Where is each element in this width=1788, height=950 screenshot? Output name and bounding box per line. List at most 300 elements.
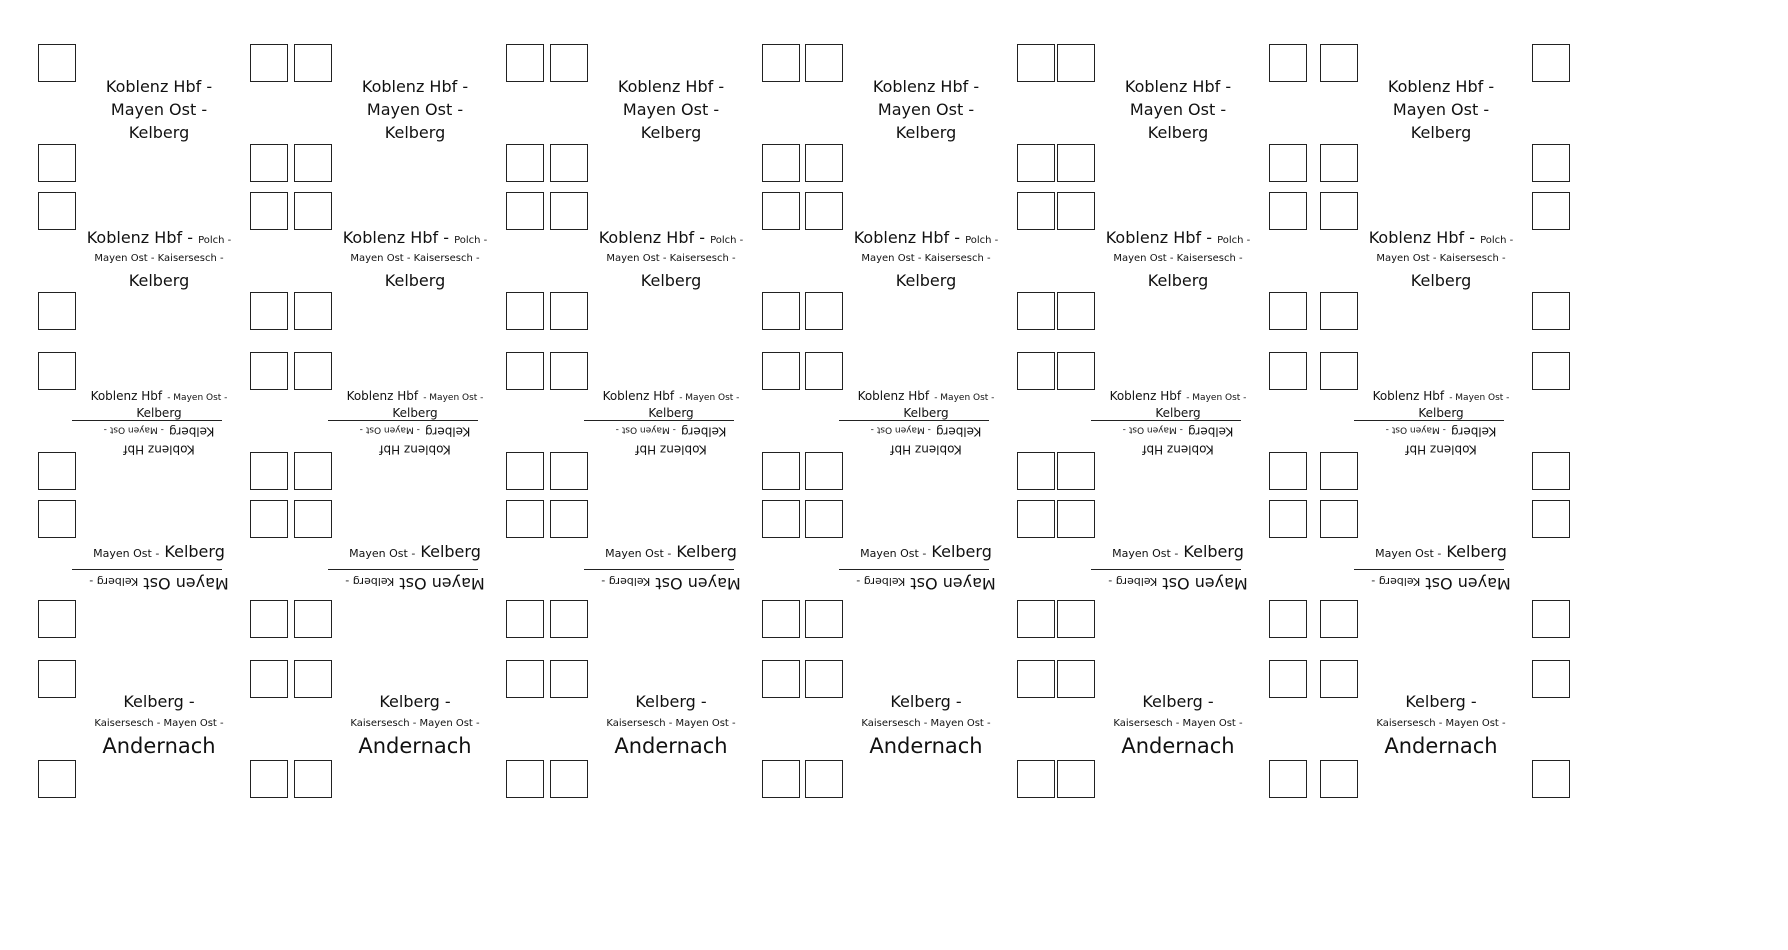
sign-label <box>64 692 254 759</box>
sign-line-big: Kelberg <box>931 542 992 561</box>
corner-box <box>1017 44 1055 82</box>
sign-line-small: - Mayen Ost - <box>1449 393 1510 403</box>
sign-line <box>1350 385 1532 404</box>
corner-box <box>1320 192 1358 230</box>
corner-box <box>294 600 332 638</box>
corner-box <box>550 44 588 82</box>
sign-label <box>74 77 244 143</box>
sign-label <box>835 385 1017 421</box>
corner-box <box>762 352 800 390</box>
sign-line-big: Mayen Ost <box>1425 574 1511 594</box>
sign-line: Mayen Ost - <box>366 100 464 120</box>
corner-box <box>805 760 843 798</box>
corner-box <box>1269 600 1307 638</box>
corner-box <box>506 452 544 490</box>
corner-box <box>250 660 288 698</box>
sign-line: Kaisersesch - Mayen Ost - <box>350 718 480 730</box>
sign-line-small: Polch - <box>454 235 488 246</box>
sign-line-small: Kelberg - <box>345 575 395 589</box>
sign-label-flipped <box>324 574 506 593</box>
sign-label <box>324 385 506 421</box>
sign-line: Koblenz Hbf - <box>872 77 980 96</box>
sign-label <box>1083 228 1273 290</box>
sign-line <box>324 574 506 593</box>
sign-line <box>68 423 250 442</box>
corner-box <box>250 144 288 182</box>
corner-box <box>1057 600 1095 638</box>
corner-box <box>1017 192 1055 230</box>
sign-line: Kelberg <box>640 123 702 143</box>
corner-box <box>506 600 544 638</box>
sign-cell <box>294 352 524 488</box>
corner-box <box>762 760 800 798</box>
sign-line-big: Koblenz Hbf - <box>853 228 960 247</box>
corner-box <box>38 500 76 538</box>
sign-line: Kaisersesch - Mayen Ost - <box>861 718 991 730</box>
sign-label <box>320 692 510 759</box>
sign-cell <box>1057 660 1287 796</box>
sign-line-big: Koblenz Hbf <box>90 389 163 403</box>
sign-line <box>580 423 762 442</box>
sign-line-big: Kelberg <box>164 542 225 561</box>
sign-line <box>324 542 506 561</box>
sign-line-small: Mayen Ost - <box>605 547 672 560</box>
sign-line <box>1087 423 1269 442</box>
corner-box <box>550 500 588 538</box>
sign-line-big: Kelberg <box>425 424 471 439</box>
corner-box <box>250 44 288 82</box>
corner-box <box>250 192 288 230</box>
sign-cell <box>550 500 780 636</box>
sign-label <box>64 228 254 290</box>
sign-label <box>320 228 510 290</box>
corner-box <box>1057 500 1095 538</box>
corner-box <box>294 144 332 182</box>
sign-line-small: Kelberg - <box>601 575 651 589</box>
sign-cell <box>550 44 780 180</box>
corner-box <box>38 44 76 82</box>
sign-label <box>576 692 766 759</box>
corner-box <box>250 452 288 490</box>
corner-box <box>1269 292 1307 330</box>
sign-line <box>835 542 1017 561</box>
sign-line: Kelberg <box>392 406 438 421</box>
corner-box <box>38 600 76 638</box>
corner-box <box>762 192 800 230</box>
corner-box <box>506 500 544 538</box>
sign-line: Koblenz Hbf <box>890 442 962 457</box>
sign-line-small: Kelberg - <box>89 575 139 589</box>
corner-box <box>805 292 843 330</box>
sign-line-big: Koblenz Hbf <box>602 389 675 403</box>
sign-line-small: Polch - <box>1217 235 1251 246</box>
sign-line <box>831 228 1021 247</box>
corner-box <box>762 452 800 490</box>
sign-label <box>580 542 762 561</box>
corner-box <box>550 192 588 230</box>
sign-line: Koblenz Hbf <box>123 442 195 457</box>
sign-line-small: Mayen Ost - <box>93 547 160 560</box>
sign-line <box>68 385 250 404</box>
sign-line-small: - Mayen Ost - <box>103 424 164 435</box>
sign-label-flipped <box>1087 574 1269 593</box>
sign-line-big: Koblenz Hbf - <box>1105 228 1212 247</box>
sign-line-small: Kelberg - <box>856 575 906 589</box>
sign-line <box>580 542 762 561</box>
corner-box <box>294 292 332 330</box>
sign-label <box>835 542 1017 561</box>
sign-line-small: - Mayen Ost - <box>1186 393 1247 403</box>
corner-box <box>506 352 544 390</box>
sign-label <box>324 542 506 561</box>
sign-line-big: Kelberg <box>420 542 481 561</box>
sign-line: Mayen Ost - <box>110 100 208 120</box>
corner-box <box>1017 292 1055 330</box>
corner-box <box>1532 144 1570 182</box>
sign-line: Koblenz Hbf <box>635 442 707 457</box>
sign-line: Andernach <box>1384 734 1498 759</box>
sign-line: Andernach <box>869 734 983 759</box>
corner-box <box>250 292 288 330</box>
fold-line <box>328 569 478 570</box>
sign-line: Kelberg <box>903 406 949 421</box>
sign-line-big: Koblenz Hbf - <box>598 228 705 247</box>
sign-line-big: Koblenz Hbf <box>346 389 419 403</box>
sign-line: Mayen Ost - <box>622 100 720 120</box>
sign-line: Kaisersesch - Mayen Ost - <box>1113 718 1243 730</box>
sign-label <box>831 692 1021 759</box>
corner-box <box>762 144 800 182</box>
corner-box <box>550 760 588 798</box>
sign-line: Mayen Ost - Kaisersesch - <box>350 253 480 265</box>
corner-box <box>762 660 800 698</box>
sign-line-big: Kelberg <box>169 424 215 439</box>
sign-cell <box>1320 44 1550 180</box>
sign-line <box>835 574 1017 593</box>
corner-box <box>550 600 588 638</box>
sign-line-small: Polch - <box>198 235 232 246</box>
corner-box <box>1269 192 1307 230</box>
sign-cell <box>1320 660 1550 796</box>
corner-box <box>38 144 76 182</box>
fold-line <box>839 420 989 421</box>
sign-line <box>576 228 766 247</box>
sign-cell <box>294 500 524 636</box>
sign-line: Mayen Ost - <box>1129 100 1227 120</box>
corner-box <box>506 760 544 798</box>
sign-label <box>1350 542 1532 561</box>
sign-label-flipped <box>324 423 506 459</box>
sign-cell <box>38 352 268 488</box>
corner-box <box>550 144 588 182</box>
sign-cell <box>1057 192 1287 328</box>
sign-line-big: Kelberg <box>1183 542 1244 561</box>
fold-line <box>72 569 222 570</box>
sign-line-small: Polch - <box>965 235 999 246</box>
sign-line-big: Mayen Ost <box>910 574 996 594</box>
sign-line: Mayen Ost - Kaisersesch - <box>1113 253 1243 265</box>
sign-line: Kelberg - <box>1142 692 1214 711</box>
sign-line-big: Kelberg <box>1188 424 1234 439</box>
sign-line-big: Kelberg <box>1446 542 1507 561</box>
sign-label <box>68 385 250 421</box>
sign-label <box>1087 385 1269 421</box>
sign-cell <box>805 500 1035 636</box>
sign-line: Kelberg <box>136 406 182 421</box>
corner-box <box>805 192 843 230</box>
sign-line: Kelberg <box>648 406 694 421</box>
sign-label-flipped <box>835 574 1017 593</box>
sign-label-flipped <box>580 423 762 459</box>
corner-box <box>1320 292 1358 330</box>
sign-line-big: Kelberg <box>676 542 737 561</box>
corner-box <box>1017 760 1055 798</box>
sign-line-big: Koblenz Hbf <box>1109 389 1182 403</box>
sign-line: Mayen Ost - <box>1392 100 1490 120</box>
sign-line-small: Mayen Ost - <box>1375 547 1442 560</box>
sign-line <box>1087 542 1269 561</box>
corner-box <box>1269 352 1307 390</box>
corner-box <box>1320 760 1358 798</box>
sign-label-flipped <box>835 423 1017 459</box>
sign-line: Kelberg - <box>635 692 707 711</box>
corner-box <box>1532 192 1570 230</box>
sign-line: Kelberg <box>895 123 957 143</box>
sign-cell <box>550 352 780 488</box>
sign-label <box>1350 385 1532 421</box>
sign-label <box>68 542 250 561</box>
sign-line: Andernach <box>614 734 728 759</box>
sign-line: Koblenz Hbf <box>1405 442 1477 457</box>
sign-line: Kelberg - <box>379 692 451 711</box>
corner-box <box>1017 144 1055 182</box>
corner-box <box>805 44 843 82</box>
sign-line-big: Koblenz Hbf - <box>1368 228 1475 247</box>
corner-box <box>1269 660 1307 698</box>
corner-box <box>250 760 288 798</box>
sign-line: Kelberg <box>640 271 702 291</box>
sign-label <box>580 385 762 421</box>
sign-line: Koblenz Hbf - <box>617 77 725 96</box>
sign-line: Kelberg - <box>123 692 195 711</box>
corner-box <box>506 292 544 330</box>
sign-line-small: - Mayen Ost - <box>615 424 676 435</box>
sign-cell <box>1320 352 1550 488</box>
sign-cell <box>805 352 1035 488</box>
corner-box <box>294 192 332 230</box>
corner-box <box>762 292 800 330</box>
corner-box <box>1057 44 1095 82</box>
corner-box <box>294 500 332 538</box>
corner-box <box>762 44 800 82</box>
corner-box <box>1320 44 1358 82</box>
fold-line <box>328 420 478 421</box>
sign-line <box>1350 574 1532 593</box>
corner-box <box>294 760 332 798</box>
sign-cell <box>38 660 268 796</box>
sign-line: Andernach <box>1121 734 1235 759</box>
sign-line <box>835 385 1017 404</box>
sign-line-big: Mayen Ost <box>399 574 485 594</box>
corner-box <box>294 44 332 82</box>
fold-line <box>1091 420 1241 421</box>
sign-label <box>841 77 1011 143</box>
sign-line-small: Mayen Ost - <box>860 547 927 560</box>
sign-line <box>1346 228 1536 247</box>
corner-box <box>1532 452 1570 490</box>
corner-box <box>1532 352 1570 390</box>
sign-line-small: - Mayen Ost - <box>679 393 740 403</box>
sign-line-small: Mayen Ost - <box>349 547 416 560</box>
sign-line: Koblenz Hbf <box>379 442 451 457</box>
corner-box <box>1532 44 1570 82</box>
sign-label-flipped <box>1087 423 1269 459</box>
sign-line <box>580 385 762 404</box>
sign-label <box>576 228 766 290</box>
sign-cell <box>1057 44 1287 180</box>
sign-cell <box>38 192 268 328</box>
corner-box <box>1532 660 1570 698</box>
sign-line-big: Koblenz Hbf - <box>342 228 449 247</box>
sign-line: Kaisersesch - Mayen Ost - <box>94 718 224 730</box>
sign-label <box>1087 542 1269 561</box>
corner-box <box>1017 352 1055 390</box>
sign-cell <box>294 192 524 328</box>
sign-label <box>330 77 500 143</box>
sign-cell <box>805 44 1035 180</box>
sign-line: Kelberg <box>1410 271 1472 291</box>
sign-line-big: Mayen Ost <box>143 574 229 594</box>
sign-line-small: - Mayen Ost - <box>1385 424 1446 435</box>
sign-cell <box>1057 352 1287 488</box>
sign-line: Mayen Ost - Kaisersesch - <box>606 253 736 265</box>
corner-box <box>506 192 544 230</box>
fold-line <box>72 420 222 421</box>
corner-box <box>506 44 544 82</box>
sign-line <box>324 423 506 442</box>
sign-line <box>1087 574 1269 593</box>
sign-line-big: Mayen Ost <box>1162 574 1248 594</box>
corner-box <box>506 144 544 182</box>
corner-box <box>1269 44 1307 82</box>
sign-line: Kelberg <box>384 271 446 291</box>
corner-box <box>38 192 76 230</box>
corner-box <box>1532 292 1570 330</box>
sign-label <box>1356 77 1526 143</box>
sign-line-big: Mayen Ost <box>655 574 741 594</box>
sign-line: Kelberg <box>1418 406 1464 421</box>
sign-line: Andernach <box>102 734 216 759</box>
corner-box <box>250 600 288 638</box>
sign-line: Kelberg <box>1147 271 1209 291</box>
sign-label-flipped <box>1350 574 1532 593</box>
sign-line: Kelberg <box>128 123 190 143</box>
sign-cell <box>294 660 524 796</box>
sign-line <box>1350 423 1532 442</box>
sign-label <box>1346 228 1536 290</box>
sign-label-flipped <box>580 574 762 593</box>
sign-line-small: - Mayen Ost - <box>1122 424 1183 435</box>
corner-box <box>805 500 843 538</box>
sign-cell <box>294 44 524 180</box>
sign-line <box>580 574 762 593</box>
corner-box <box>1532 760 1570 798</box>
fold-line <box>839 569 989 570</box>
sign-line <box>320 228 510 247</box>
sign-line-big: Kelberg <box>936 424 982 439</box>
sign-line <box>68 574 250 593</box>
sign-cell <box>1320 500 1550 636</box>
sign-cell <box>550 660 780 796</box>
corner-box <box>1320 144 1358 182</box>
corner-box <box>1057 192 1095 230</box>
sign-cell <box>1320 192 1550 328</box>
corner-box <box>1532 600 1570 638</box>
sign-line-big: Koblenz Hbf <box>1372 389 1445 403</box>
sign-line: Kelberg - <box>890 692 962 711</box>
sign-line-small: Mayen Ost - <box>1112 547 1179 560</box>
sign-line: Koblenz Hbf - <box>1387 77 1495 96</box>
fold-line <box>1354 420 1504 421</box>
sign-line-small: Polch - <box>710 235 744 246</box>
sign-line <box>68 542 250 561</box>
sign-line: Koblenz Hbf - <box>105 77 213 96</box>
corner-box <box>1017 660 1055 698</box>
sign-cell <box>38 500 268 636</box>
sign-line: Koblenz Hbf <box>1142 442 1214 457</box>
sign-line: Koblenz Hbf - <box>1124 77 1232 96</box>
sign-line-small: Polch - <box>1480 235 1514 246</box>
corner-box <box>38 760 76 798</box>
corner-box <box>1017 452 1055 490</box>
corner-box <box>1057 292 1095 330</box>
sign-line: Kelberg - <box>1405 692 1477 711</box>
sign-line-small: - Mayen Ost - <box>423 393 484 403</box>
sign-line: Koblenz Hbf - <box>361 77 469 96</box>
sign-line: Kelberg <box>895 271 957 291</box>
sign-line: Kaisersesch - Mayen Ost - <box>606 718 736 730</box>
corner-box <box>550 292 588 330</box>
sign-line-small: - Mayen Ost - <box>359 424 420 435</box>
corner-box <box>1057 144 1095 182</box>
sign-label-flipped <box>1350 423 1532 459</box>
corner-box <box>250 500 288 538</box>
fold-line <box>584 420 734 421</box>
sign-line-small: Kelberg - <box>1371 575 1421 589</box>
sign-cell <box>805 660 1035 796</box>
fold-line <box>1091 569 1241 570</box>
sign-label-flipped <box>68 574 250 593</box>
sign-cell <box>1057 500 1287 636</box>
sign-label <box>586 77 756 143</box>
sign-line: Andernach <box>358 734 472 759</box>
fold-line <box>584 569 734 570</box>
sign-label <box>1093 77 1263 143</box>
corner-box <box>1320 600 1358 638</box>
corner-box <box>805 144 843 182</box>
sign-line-small: Kelberg - <box>1108 575 1158 589</box>
fold-line <box>1354 569 1504 570</box>
sign-line-small: - Mayen Ost - <box>934 393 995 403</box>
sign-line-big: Koblenz Hbf <box>857 389 930 403</box>
sign-line-big: Kelberg <box>1451 424 1497 439</box>
sign-cell <box>805 192 1035 328</box>
corner-box <box>1269 500 1307 538</box>
sign-line-small: - Mayen Ost - <box>167 393 228 403</box>
sign-line <box>1083 228 1273 247</box>
corner-box <box>1017 600 1055 638</box>
sign-line: Mayen Ost - Kaisersesch - <box>1376 253 1506 265</box>
